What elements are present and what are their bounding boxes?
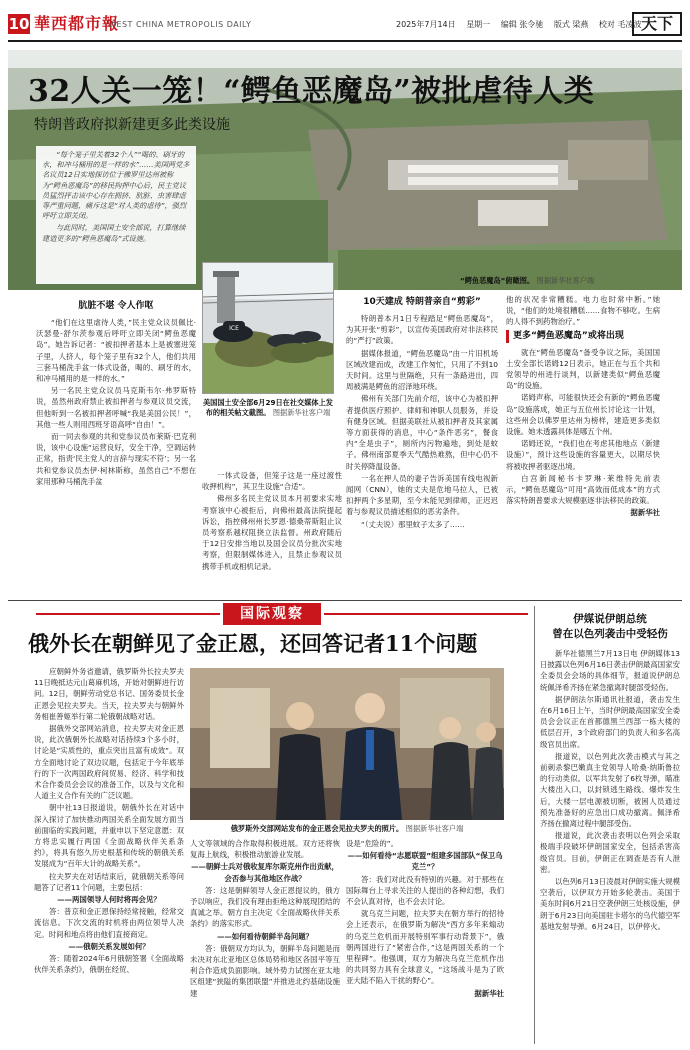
lead-paragraph: “每个笼子里关着32个人”“喝的、刷牙的水，和冲马桶用的是一样的水”……美国两党多名议员12日实地探访位于佛罗里达州被称为“鳄鱼恶魔岛”的移民拘押中心后，民主党议员猛烈抨击该中心存在拥挤、肮脏、虫害肆虐等严重问题，痛斥这是“对人类的虐待”，强烈呼吁立即关闭。 — [42, 150, 190, 221]
meeting-caption-credit: 图据新华社客户端 — [405, 824, 464, 833]
body-paragraph: 据媒体报道，“鳄鱼恶魔岛”由一片旧机场区域改建而成，改建工作匆忙，只用了不到10天时间。这里与世隔绝，只有一条路进出，四周被满是鳄鱼的沼泽地环绕。 — [346, 348, 498, 392]
body-paragraph: 诺姆还说，“我们也在考虑其他地点（新建设施）”，预计这些设施的容量更大，以期尽快将被收押者驱逐出境。 — [506, 439, 660, 471]
issue-info — [396, 20, 649, 30]
gator-photo — [202, 262, 334, 394]
body-paragraph: 诺姆声称，可能很快还会有新的“鳄鱼恶魔岛”设施落成，她正与五位州长讨论这一计划，这些州会以佛罗里达州为榜样，建造更多类似设施。她未透露具体是哪五个州。 — [506, 393, 660, 437]
masthead — [8, 6, 682, 42]
body-paragraph: 人文等领域的合作取得积极进展。双方还将恢复海上航线，积极推动旅游业发展。 — [190, 839, 340, 860]
story2-headline: 俄外长在朝鲜见了金正恩，还回答记者11个问题 — [28, 631, 478, 656]
gator-caption-credit: 图据新华社客户端 — [272, 408, 331, 417]
section-banner: 国际观察 — [223, 603, 321, 625]
story2-column-3 — [346, 838, 504, 1044]
body-paragraph: 另一名民主党众议员马克斯韦尔·弗罗斯特说，虽然州政府禁止被扣押者与参观议员交流，但他听到一名被扣押者呼喊“我是美国公民！”，其他一些人则用西班牙语高呼“自由！”。 — [36, 386, 196, 429]
body-paragraph: 应朝鲜外务省邀请，俄罗斯外长拉夫罗夫11日晚抵达元山葛麻机场，开始对朝鲜进行访问。12日，朝鲜劳动党总书记、国务委员长金正恩会见拉夫罗夫。当天，拉夫罗夫与朝鲜外务相崔善姬举行第二轮俄朝战略对话。 — [34, 667, 184, 721]
qa-question: ——如何看待“志愿联盟”组建多国部队“保卫乌克兰”？ — [347, 851, 503, 872]
body-paragraph: “他们在这里虐待人类，”民主党众议员佩比·沃瑟曼-舒尔茨参观后呼吁立即关闭“鳄鱼恶魔岛”。她告诉记者：“被扣押者基本上是被塞进笼子里，人挤人，每个笼子里有32个人，他们共用三套马桶洗手盆一体式设备，喝的、刷牙的水，和冲马桶用的是一样的水。” — [36, 318, 196, 384]
hero-caption-credit: 图据新华社客户端 — [536, 276, 595, 285]
byline: 据新华社 — [630, 508, 660, 518]
body-paragraph: 佛州多名民主党议员本月初要求实地考察该中心被拒后，向佛州最高法院提起诉讼，指控佛州州长罗恩·德桑蒂斯阻止议员考察系越权阻挠立法监督。州政府随后于12日安排当地以及国会议员分批次实地考察，但限制媒体进入，且禁止参观议员携带手机或相机记录。 — [202, 494, 342, 571]
body-paragraph: 据俄外交部网站消息，拉夫罗夫对金正恩说，此次俄朝外长战略对话持续3个多小时，讨论是“实质性的，重点突出且富有成效”。双方全面地讨论了双边议题，包括定于今年底举行的下一次两国政府间贸易、经济、科学和技术合作委员会会议的准备工作，以及与文化和人道主义合作有关的广泛议题。 — [34, 724, 184, 801]
top-story-column-3 — [346, 294, 498, 598]
body-paragraph: 他的状况非常糟糕。电力也时常中断。”她说，“他们的处境很糟糕……食物不够吃。生病的人得不到药物治疗。” — [506, 295, 660, 327]
body-paragraph: 答：这是朝鲜领导人金正恩提议的，俄方予以响应，我们没有理由拒绝这种展现团结的真诚之举。朝方自主决定《全面战略伙伴关系条约》的落实形式。 — [190, 885, 340, 929]
section-subhead: 更多“鳄鱼恶魔岛”或将出现 — [506, 330, 660, 343]
hero-caption — [460, 276, 594, 286]
lead-paragraph-box — [36, 146, 196, 284]
section-subhead: 肮脏不堪 令人作呕 — [78, 301, 154, 311]
main-subheadline: 特朗普政府拟新建更多此类设施 — [34, 117, 230, 133]
sidebar-headline-line-2: 曾在以色列袭击中受轻伤 — [552, 628, 668, 640]
qa-question: ——两国领导人何时将再会见？ — [57, 895, 161, 905]
top-story-column-2 — [202, 470, 342, 598]
meeting-caption-text: 俄罗斯外交部网站发布的金正恩会见拉夫罗夫的照片。 — [230, 824, 404, 833]
top-story-column-1 — [36, 298, 196, 598]
paper-english-name: WEST CHINA METROPOLIS DAILY — [108, 20, 252, 29]
body-paragraph: 报道说，此次袭击表明以色列会采取极端手段破坏伊朗国家安全，包括杀害高级官员。目前，伊朗正在调查是否有人泄密。 — [540, 831, 680, 874]
alligator-image — [203, 263, 334, 394]
body-paragraph: 一体式设备，但笼子这是一座过渡性收押机构”，其卫生设施“合适”。 — [202, 471, 342, 492]
body-paragraph: 答：随着2024年6月俄朝签署《全面战略伙伴关系条约》，俄朝在经贸、 — [34, 954, 184, 975]
section-tag: 天下 — [632, 12, 682, 36]
qa-question: ——俄朝关系发展如何？ — [68, 941, 150, 951]
body-paragraph: 答：我们对此没有特别的兴趣。对于那些在国际舞台上寻求关注的人提出的各种幻想，我们不会认真对待，也不会去讨论。 — [346, 874, 504, 907]
body-paragraph: 以色列6月13日凌晨对伊朗实施大规模空袭后，以伊双方开始多轮袭击。美国于美东时间6月21日空袭伊朗三处核设施，伊朗于6月23日向美国驻卡塔尔的乌代德空军基地发射导弹。6月24日，以伊停火。 — [540, 877, 680, 931]
page-number: 10 — [8, 15, 30, 33]
gator-photo-caption — [200, 398, 336, 418]
qa-question: ——朝鲜士兵对俄收复库尔斯克州作出贡献，会否参与其他地区作战？ — [191, 862, 339, 883]
story2-column-2 — [190, 838, 340, 1044]
body-paragraph: 白宫新闻秘书卡罗琳·莱维特先前表示，“鳄鱼恶魔岛”可用“高效而低成本”的方式落实特朗普要求大规模驱逐非法移民的政策。 — [506, 473, 660, 506]
section-subhead: 10天建成 特朗普亲自“剪彩” — [363, 297, 481, 307]
body-paragraph: “（丈夫说）那里蚊子太多了…… — [361, 519, 465, 529]
editor-credit: 编辑 张令驰 — [500, 20, 544, 29]
meeting-image — [190, 668, 504, 820]
banner-rule-left — [36, 613, 220, 615]
issue-weekday: 星期一 — [466, 20, 491, 29]
sidebar-body — [540, 648, 680, 1044]
sidebar-headline — [540, 612, 680, 642]
section-divider — [8, 600, 682, 601]
body-paragraph: 答：俄朝双方均认为，朝鲜半岛问题是而未决对东北亚地区总体局势和地区各国平等互利合作造成负面影响。域外势力试图在亚太地区组建“狭隘的集团联盟”并推进北约基础设施建 — [190, 943, 340, 998]
paper-logo: 華西都市報 — [34, 14, 120, 33]
body-paragraph: 特朗普本月1日专程踏足“鳄鱼恶魔岛”，为其开张“剪彩”，以宣传美国政府对非法移民的“严打”政策。 — [346, 314, 498, 346]
qa-question: ——如何看待朝鲜半岛问题？ — [216, 931, 314, 941]
story2-column-1 — [34, 666, 184, 1044]
body-paragraph: 设是“危险的”。 — [346, 839, 399, 848]
main-headline: 32人关一笼！“鳄鱼恶魔岛”被批虐待人类 — [28, 74, 595, 109]
body-paragraph: 新华社德黑兰7月13日电 伊朗媒体13日披露以色列6月16日袭击伊朗最高国家安全委员会会场的具体细节，报道说伊朗总统佩泽希齐扬在紧急撤离时腿部受轻伤。 — [540, 649, 680, 692]
banner-rule-right — [324, 613, 528, 615]
hero-caption-text: “鳄鱼恶魔岛”俯瞰图。 — [460, 276, 535, 285]
body-paragraph: 一名在押人员的妻子告诉美国有线电视新闻网（CNN），她的丈夫是危地马拉人，已被扣押两个多星期，至今未能见到律师，正迟迟着与参观议员描述相似的恶劣条件。 — [346, 473, 498, 517]
proofreader-credit: 校对 毛凌波 — [598, 20, 642, 29]
cap-label: ICE — [229, 325, 239, 332]
body-paragraph: 拉夫罗夫在对话结束后，就俄朝关系等问题答了记者11个问题，主要包括： — [34, 871, 184, 892]
issue-date: 2025年7月14日 — [396, 20, 456, 29]
sidebar-rule — [534, 606, 535, 1044]
designer-credit: 版式 梁燕 — [553, 20, 589, 29]
lead-paragraph: 与此同时，美国国土安全部说，打算继续建造更多的“鳄鱼恶魔岛”式设施。 — [42, 223, 186, 243]
body-paragraph: 就在“鳄鱼恶魔岛”备受争议之际，美国国土安全部长诺姆12日表示，她正在与五个共和党领导的州进行谈判，以新建类似“鳄鱼恶魔岛”的设施。 — [506, 347, 660, 391]
body-paragraph: 就乌克兰问题，拉夫罗夫在朝方举行的招待会上还表示，在俄罗斯为解决“西方多年来煽动的乌克兰危机而开展特别军事行动背景下”，俄朝两国进行了“紧密合作，”这是两国关系的一个里程碑”。他强调，双方为解决乌克兰危机作出的共同努力具有全球意义，“这场战斗是为了欧亚大陆不陷入干扰的野心”。 — [346, 909, 504, 986]
meeting-photo — [190, 668, 504, 820]
body-paragraph: 报道说，以色列此次袭击模式与其之前刺杀黎巴嫩真主党领导人哈桑·纳斯鲁拉的行动类似。以军共发射了6枚导弹，瞄准大楼出入口，以封锁逃生路线、爆炸发生后，大楼一层电源被切断，被困人员通过预先准备好的应急出口成功撤离。佩泽希齐扬在撤离过程中腿部受伤。 — [540, 751, 680, 829]
body-paragraph: 而一同去参观的共和党参议员布莱斯·巴克利说，该中心设施“运营良好，安全干净，空调运转正常，指责‘民主党人的言辞与现实不符’；另一名共和党参议员杰伊·柯林斯称，虽然自己“不想在家用那种马桶洗手盆 — [36, 432, 196, 486]
body-paragraph: 据伊朗法尔斯通讯社报道，袭击发生在6月16日上午，当时伊朗最高国家安全委员会会议正在首都德黑兰西部一栋大楼的低层召开，3个政府部门的负责人和多名高级官员出席。 — [540, 694, 680, 749]
body-paragraph: 佛州有关部门先前介绍，该中心为被扣押者提供医疗照护、律师和神职人员服务，并设有健身区域。但据美联社从被扣押者及其家属等方面获得的消息，中心“条件恶劣”，餐食内“全是虫子”，厕所内污物遍地，到处是蚊子。佛州南部夏季天气酷热难熬，但中心仍不时关停降温设备。 — [346, 394, 498, 471]
top-story-column-4 — [506, 294, 660, 598]
body-paragraph: 朝中社13日报道说，朝俄外长在对话中深入探讨了加快推动两国关系全面发展方面当前面临的实践问题，并重申以下坚定意愿：双方将忠实履行两国《全面战略伙伴关系条约》，将具有悠久历史根基和传统的朝俄关系发展成为“百年大计的战略关系”。 — [34, 803, 184, 869]
meeting-photo-caption — [190, 824, 504, 834]
gator-caption-text: 美国国土安全部6月29日在社交媒体上发布的相关帖文截图。 — [202, 398, 333, 417]
sidebar-headline-line-1: 伊媒说伊朗总统 — [573, 613, 647, 625]
byline: 据新华社 — [474, 988, 504, 998]
body-paragraph: 答：普京和金正恩保持经常接触，经常交流信息。下次交流的时机将由两位领导人决定。时间和地点将由他们直接商定。 — [34, 907, 184, 939]
